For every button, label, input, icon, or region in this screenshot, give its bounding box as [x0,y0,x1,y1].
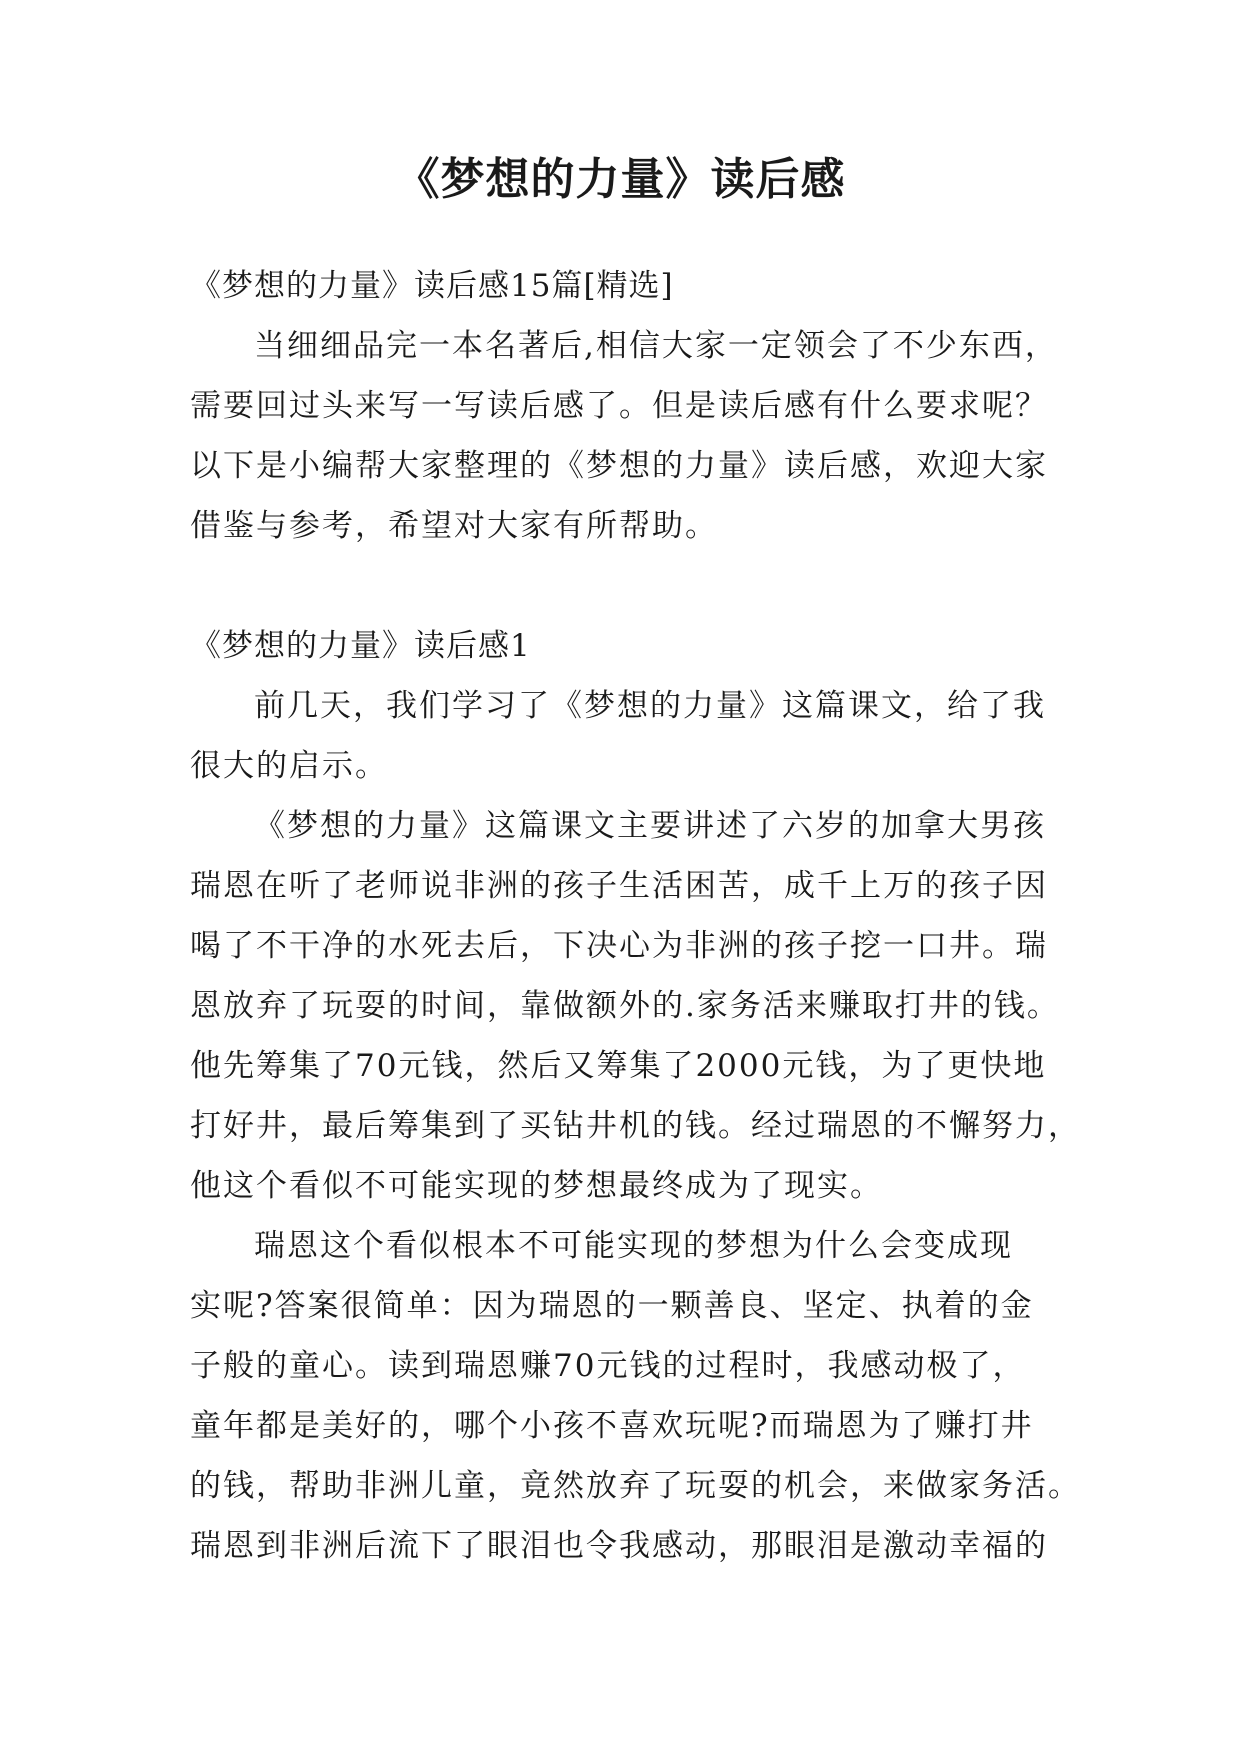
paragraph-line: 的钱，帮助非洲儿童，竟然放弃了玩耍的机会，来做家务活。 [190,1468,1081,1504]
paragraph-line: 童年都是美好的，哪个小孩不喜欢玩呢?而瑞恩为了赚打井 [190,1408,1034,1444]
paragraph-line: 恩放弃了玩耍的时间，靠做额外的.家务活来赚取打井的钱。 [190,988,1060,1024]
paragraph-line: 瑞恩在听了老师说非洲的孩子生活困苦，成千上万的孩子因 [190,868,1048,904]
paragraph-1 [190,676,1050,796]
paragraph-line: 需要回过头来写一写读后感了。但是读后感有什么要求呢？ [190,388,1048,424]
paragraph-line: 瑞恩到非洲后流下了眼泪也令我感动，那眼泪是激动幸福的 [190,1528,1048,1564]
paragraph-line: 当细细品完一本名著后,相信大家一定领会了不少东西， [254,328,1058,364]
section-heading: 《梦想的力量》读后感1 [190,628,531,664]
paragraph-line: 《梦想的力量》这篇课文主要讲述了六岁的加拿大男孩 [254,808,1046,844]
paragraph-line: 实呢?答案很简单：因为瑞恩的一颗善良、坚定、执着的金 [190,1288,1034,1324]
paragraph-line: 喝了不干净的水死去后，下决心为非洲的孩子挖一口井。瑞 [190,928,1048,964]
paragraph-line: 以下是小编帮大家整理的《梦想的力量》读后感，欢迎大家 [190,448,1048,484]
section-spacer [190,556,1050,616]
intro-heading: 《梦想的力量》读后感15篇[精选] [190,268,674,304]
intro-paragraph [190,316,1058,556]
paragraph-line: 他这个看似不可能实现的梦想最终成为了现实。 [190,1168,883,1204]
paragraph-line: 子般的童心。读到瑞恩赚70元钱的过程时，我感动极了， [190,1348,1026,1384]
document-title: 《梦想的力量》读后感 [395,154,846,205]
paragraph-line: 借鉴与参考，希望对大家有所帮助。 [190,508,718,544]
paragraph-2 [190,796,1081,1216]
paragraph-line: 打好井，最后筹集到了买钻井机的钱。经过瑞恩的不懈努力， [190,1108,1081,1144]
document-body [190,256,1081,1576]
paragraph-line: 瑞恩这个看似根本不可能实现的梦想为什么会变成现 [254,1228,1013,1264]
paragraph-line: 前几天，我们学习了《梦想的力量》这篇课文，给了我 [254,688,1046,724]
paragraph-line: 很大的启示。 [190,748,388,784]
paragraph-3 [190,1216,1081,1576]
paragraph-line: 他先筹集了70元钱，然后又筹集了2000元钱，为了更快地 [190,1048,1047,1084]
